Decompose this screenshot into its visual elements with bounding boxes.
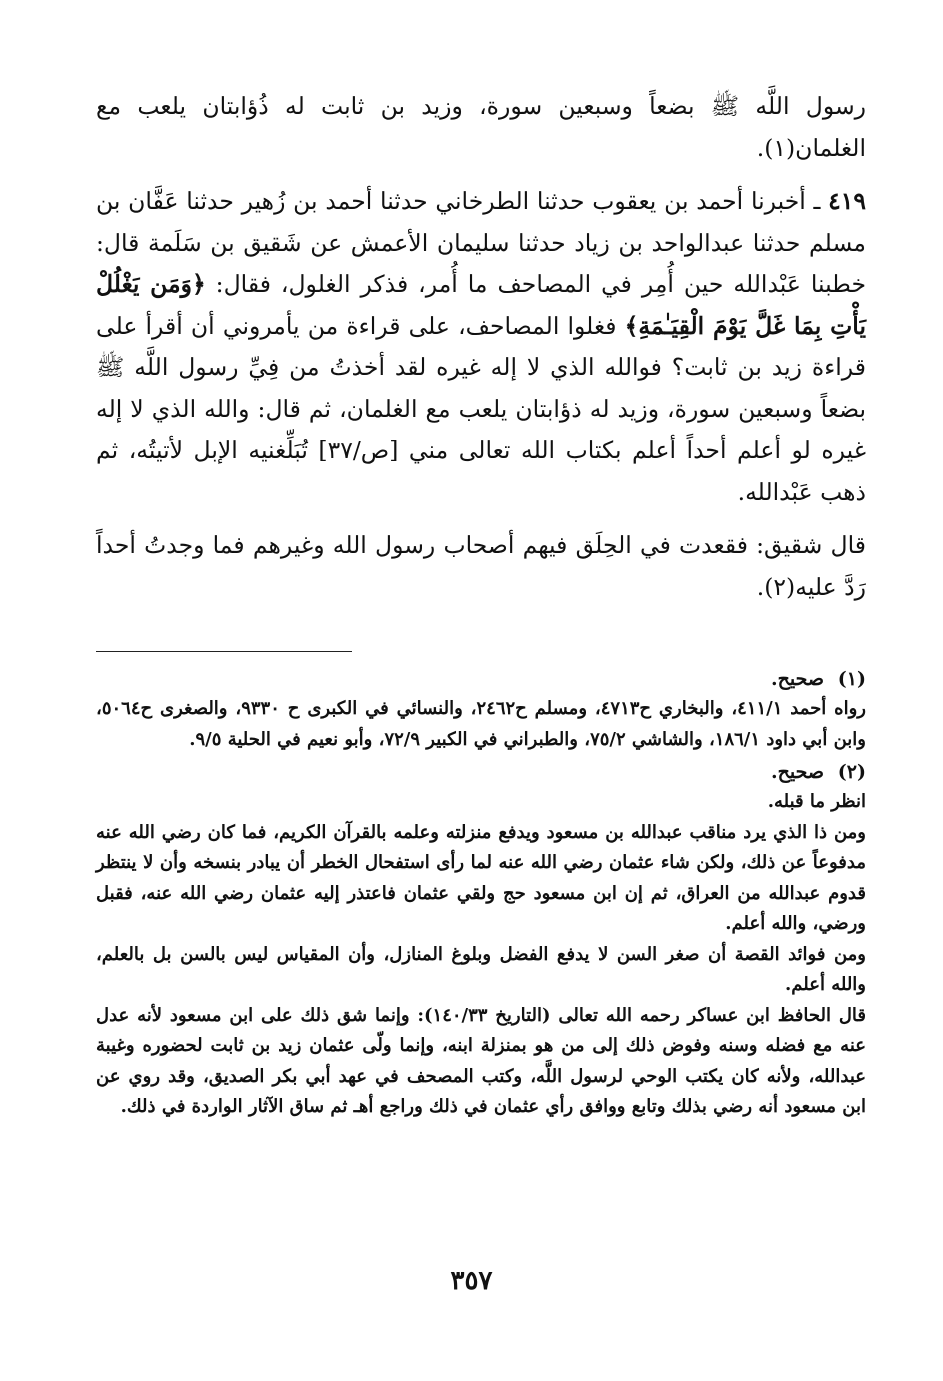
hadith-text-part-2: فغلوا المصاحف، على قراءة من يأمروني أن أقرأ على قراءة زيد بن ثابت؟ فوالله الذي لا إله غيره لقد أخذتُ من فِيِّ رسول اللَّه ﷺ بضعاً وسبعين سورة، وزيد له ذؤابتان يلعب مع الغلمان، ثم قال: والله الذي لا إله غيره لو أعلم أحداً أعلم بكتاب الله تعالى مني [ص/٣٧] تُبَلِّغنيه الإبل لأتيتُه، ثم ذهب عَبْدالله. xyxy=(96,311,867,506)
footnote-divider xyxy=(96,651,352,652)
hadith-text-part-1: ـ أخبرنا أحمد بن يعقوب حدثنا الطرخاني حدثنا أحمد بن زُهير حدثنا عَفَّان بن مسلم حدثنا عبدالواحد بن زياد حدثنا سليمان الأعمش عن شَقيق بن سَلَمة قال: خطبنا عَبْدالله حين أُمِر في المصاحف ما أُمر، فذكر الغلول، فقال: xyxy=(96,187,866,298)
paragraph-shaqiq: قال شقيق: فقعدت في الحِلَق فيهم أصحاب رسول الله وغيرهم فما وجدتُ أحداً رَدَّ عليه(٢). xyxy=(96,531,866,601)
footnote-text: رواه أحمد ٤١١/١، والبخاري ح٤٧١٣، ومسلم ح٢٤٦٢، والنسائي في الكبرى ح ٩٣٣٠، والصغرى ح٥٠٦٤، وابن أبي داود ١٨٦/١، والشاشي ٧٥/٢، والطبراني في الكبير ٧٢/٩، وأبو نعيم في الحلية ٩/٥. xyxy=(96,698,866,750)
footnote-number: (١) xyxy=(837,668,866,690)
footnote-1 xyxy=(96,664,866,755)
hadith-paragraph xyxy=(96,181,866,513)
footnote-grade: صحيح. xyxy=(770,761,824,783)
footnote-text: ومن فوائد القصة أن صغر السن لا يدفع الفضل وبلوغ المنازل، وأن المقياس ليس بالسن بل بالعلم، والله أعلم. xyxy=(96,943,866,995)
page-number: ٣٥٧ xyxy=(450,1266,493,1296)
hadith-number: ٤١٩ xyxy=(828,187,866,215)
footnotes xyxy=(96,664,866,1125)
footnote-number: (٢) xyxy=(837,761,866,783)
footnote-grade: صحيح. xyxy=(770,668,824,690)
footnote-heading xyxy=(96,757,866,787)
quran-verse: ﴿وَمَن يَغْلُلْ يَأْتِ بِمَا غَلَّ يَوْمَ الْقِيَـٰمَةِ﴾ xyxy=(96,270,866,340)
footnote-text: انظر ما قبله. xyxy=(767,791,866,812)
footnote-text: قال الحافظ ابن عساكر رحمه الله تعالى (التاريخ ١٤٠/٣٣): وإنما شق ذلك على ابن مسعود لأنه عدل عنه مع فضله وسنه وفوض ذلك إلى من هو بمنزلة ابنه، وإنما ولّى عثمان زيد بن ثابت لحضوره وغيبة عبدالله، ولأنه كان يكتب الوحي لرسول اللَّه، وكتب المصحف في عهد أبي بكر الصديق، وقد روي عن ابن مسعود أنه رضي بذلك وتابع ووافق رأي عثمان في ذلك وراجع أهـ ثم ساق الآثار الواردة في ذلك. xyxy=(96,1004,866,1117)
footnote-text: ومن ذا الذي يرد مناقب عبدالله بن مسعود ويدفع منزلته وعلمه بالقرآن الكريم، فما كان رضي الله عنه مدفوعاً عن ذلك، ولكن شاء عثمان رضي الله عنه لما رأى استفحال الخطر أن يبادر بنسخه وأن لا ينتظر قدوم عبدالله من العراق، ثم إن ابن مسعود حج ولقي عثمان فاعتذر إليه عثمان رضي الله عنه، فقبل ورضي، والله أعلم. xyxy=(96,821,866,934)
footnote-heading xyxy=(96,664,866,694)
main-text xyxy=(96,86,866,608)
footnote-2 xyxy=(96,757,866,1123)
book-page xyxy=(96,86,867,1117)
paragraph-continuation: رسول اللَّه ﷺ بضعاً وسبعين سورة، وزيد بن ثابت له ذُؤابتان يلعب مع الغلمان(١). xyxy=(96,92,866,162)
